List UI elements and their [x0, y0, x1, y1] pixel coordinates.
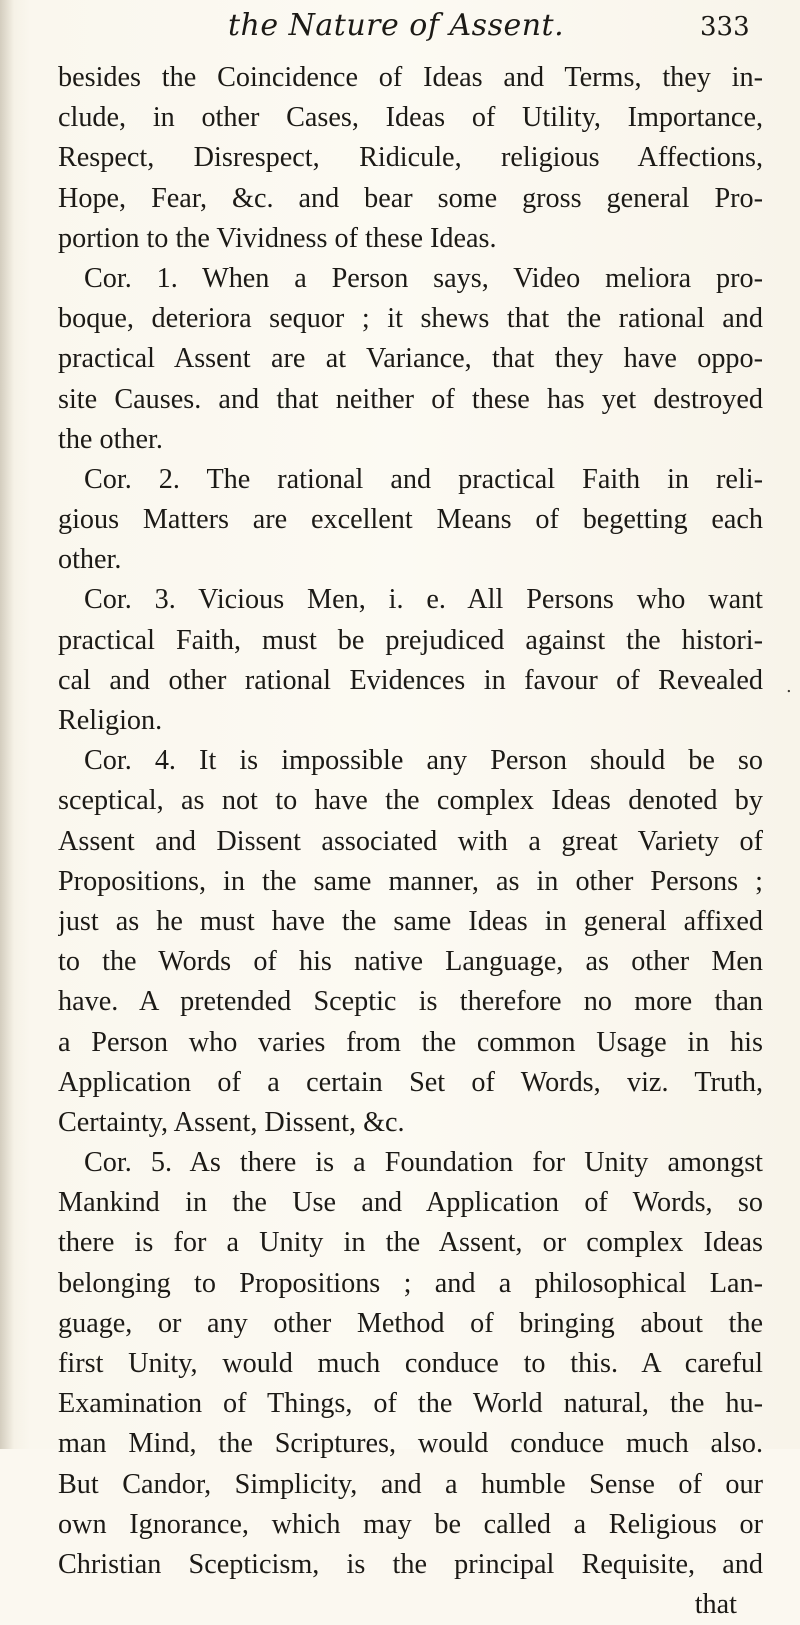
page-number: 333	[700, 12, 750, 42]
text-line: Mankind in the Use and Application of Words, so	[58, 1187, 763, 1219]
text-line: But Candor, Simplicity, and a humble Sense of our	[58, 1468, 763, 1500]
text-line: sceptical, as not to have the complex Ideas denoted by	[58, 785, 763, 817]
text-line: Christian Scepticism, is the principal Requisite, and	[58, 1548, 763, 1580]
paragraph-start-cor-5: Cor. 5. As there is a Foundation for Unity amongst	[84, 1147, 763, 1179]
text-line: first Unity, would much conduce to this. A careful	[58, 1348, 763, 1379]
text-line: boque, deteriora sequor ; it shews that the rational and	[58, 303, 763, 335]
text-line: Religion.	[58, 705, 163, 736]
text-line: belonging to Propositions ; and a philosophical Lan-	[58, 1267, 763, 1299]
running-title: the Nature of Assent.	[228, 8, 565, 43]
text-line: clude, in other Cases, Ideas of Utility, Importance,	[58, 102, 763, 134]
stray-mark: .	[786, 676, 792, 697]
text-line: the other.	[58, 423, 163, 455]
text-line: portion to the Vividness of these Ideas.	[58, 222, 497, 254]
text-line: practical Assent are at Variance, that they have oppo-	[58, 343, 763, 375]
paragraph-start-cor-4: Cor. 4. It is impossible any Person should be so	[84, 745, 763, 777]
paragraph-start-cor-1: Cor. 1. When a Person says, Video meliora pro-	[84, 262, 763, 294]
paragraph-start-cor-3: Cor. 3. Vicious Men, i. e. All Persons who want	[84, 584, 763, 616]
text-line: practical Faith, must be prejudiced against the histori-	[58, 624, 763, 656]
text-line: Certainty, Assent, Dissent, &c.	[58, 1106, 405, 1138]
text-line: man Mind, the Scriptures, would conduce much also.	[58, 1428, 763, 1460]
text-line: to the Words of his native Language, as other Men	[58, 946, 763, 978]
text-line: a Person who varies from the common Usage in his	[58, 1026, 763, 1058]
gutter-shadow	[0, 0, 14, 1449]
text-line: own Ignorance, which may be called a Religious or	[58, 1508, 763, 1540]
paragraph-start-cor-2: Cor. 2. The rational and practical Faith in reli-	[84, 463, 763, 495]
text-line: other.	[58, 544, 122, 576]
text-line: guage, or any other Method of bringing about the	[58, 1307, 763, 1339]
text-line: Respect, Disrespect, Ridicule, religious Affections,	[58, 142, 763, 174]
text-line: site Causes. and that neither of these has yet destroyed	[58, 383, 763, 415]
catchword: that	[694, 1589, 737, 1621]
text-line: Hope, Fear, &c. and bear some gross general Pro-	[58, 182, 763, 214]
running-head	[0, 8, 800, 56]
text-line: Examination of Things, of the World natural, the hu-	[58, 1388, 763, 1420]
body-text	[58, 58, 763, 1625]
text-line: besides the Coincidence of Ideas and Terms, they in-	[58, 62, 763, 93]
text-line: there is for a Unity in the Assent, or complex Ideas	[58, 1227, 763, 1259]
text-line: just as he must have the same Ideas in general affixed	[58, 905, 763, 937]
text-line: Application of a certain Set of Words, viz. Truth,	[58, 1066, 763, 1098]
text-line: gious Matters are excellent Means of begetting each	[58, 504, 763, 536]
text-line: have. A pretended Sceptic is therefore no more than	[58, 986, 763, 1018]
text-line: cal and other rational Evidences in favour of Revealed	[58, 664, 763, 696]
text-line: Assent and Dissent associated with a great Variety of	[58, 825, 763, 857]
text-line: Propositions, in the same manner, as in other Persons ;	[58, 865, 763, 897]
